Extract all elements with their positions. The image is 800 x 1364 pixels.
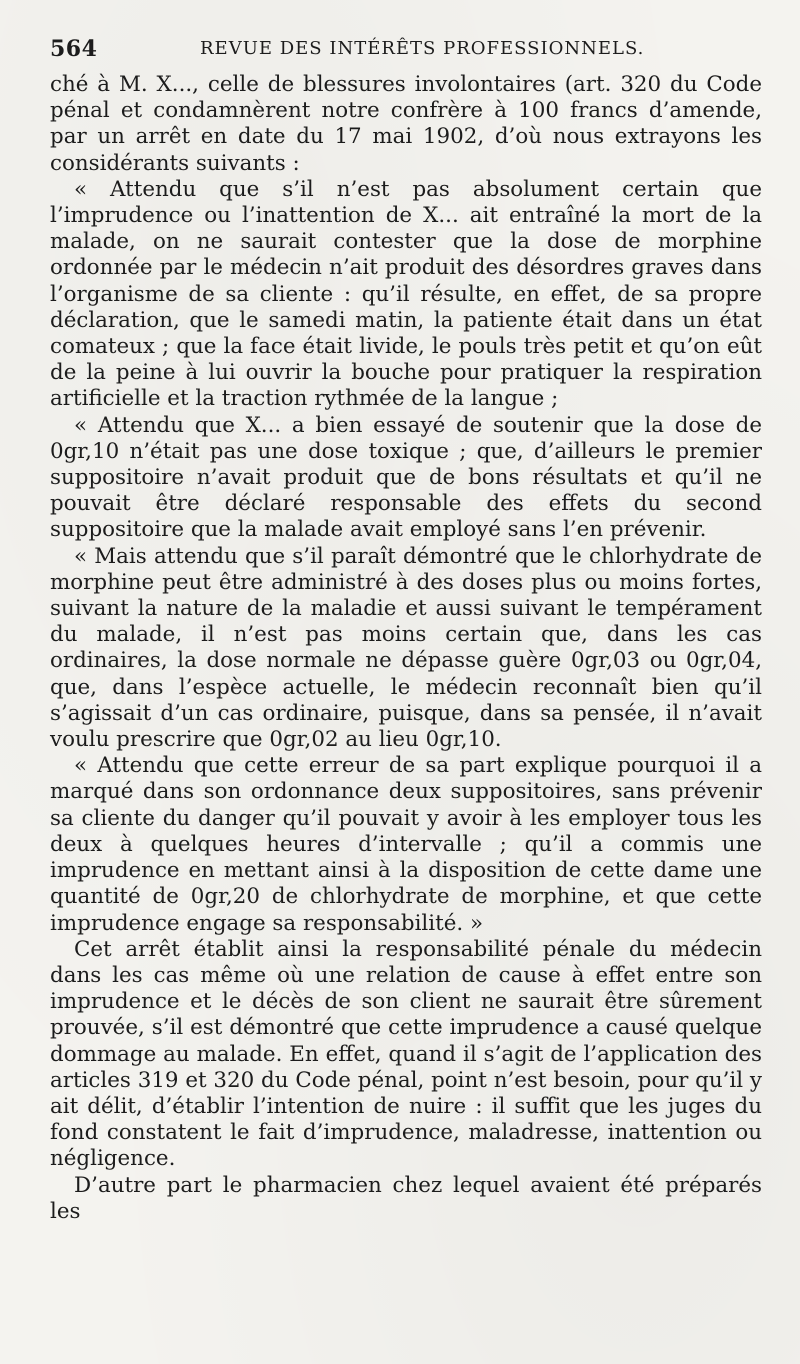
page-number: 564 bbox=[50, 36, 98, 62]
paragraph: « Mais attendu que s’il paraît démontré que le chlorhydrate de morphine peut être administré à des doses plus ou moins fortes, suivant la nature de la maladie et aussi suivant le tempérament du malade, il n’est pas moins certain que, dans les cas ordinaires, la dose normale ne dépasse guère 0gr,03 ou 0gr,04, que, dans l’espèce actuelle, le médecin reconnaît bien qu’il s’agissait d’un cas ordinaire, puisque, dans sa pensée, il n’avait voulu prescrire que 0gr,02 au lieu 0gr,10. bbox=[50, 543, 762, 753]
paragraph: ché à M. X..., celle de blessures involontaires (art. 320 du Code pénal et condamnèrent notre confrère à 100 francs d’amende, par un arrêt en date du 17 mai 1902, d’où nous extrayons les considérants suivants : bbox=[50, 72, 762, 176]
paragraph: Cet arrêt établit ainsi la responsabilité pénale du médecin dans les cas même où une relation de cause à effet entre son imprudence et le décès de son client ne saurait être sûrement prouvée, s’il est démontré que cette imprudence a causé quelque dommage au malade. En effet, quand il s’agit de l’application des articles 319 et 320 du Code pénal, point n’est besoin, pour qu’il y ait délit, d’établir l’intention de nuire : il suffit que les juges du fond constatent le fait d’imprudence, maladresse, inattention ou négligence. bbox=[50, 936, 762, 1172]
body-text bbox=[50, 72, 762, 1225]
paragraph: « Attendu que X... a bien essayé de soutenir que la dose de 0gr,10 n’était pas une dose toxique ; que, d’ailleurs le premier suppositoire n’avait produit que de bons résultats et qu’il ne pouvait être déclaré responsable des effets du second suppositoire que la malade avait employé sans l’en prévenir. bbox=[50, 412, 762, 543]
running-head: REVUE DES INTÉRÊTS PROFESSIONNELS. bbox=[200, 38, 645, 59]
page-header bbox=[50, 32, 762, 66]
paragraph: D’autre part le pharmacien chez lequel avaient été préparés les bbox=[50, 1172, 762, 1224]
paragraph: « Attendu que cette erreur de sa part explique pourquoi il a marqué dans son ordonnance deux suppositoires, sans prévenir sa cliente du danger qu’il pouvait y avoir à les employer tous les deux à quelques heures d’intervalle ; qu’il a commis une imprudence en mettant ainsi à la disposition de cette dame une quantité de 0gr,20 de chlorhydrate de morphine, et que cette imprudence engage sa responsabilité. » bbox=[50, 753, 762, 936]
paragraph: « Attendu que s’il n’est pas absolument certain que l’imprudence ou l’inattention de X... ait entraîné la mort de la malade, on ne saurait contester que la dose de morphine ordonnée par le médecin n’ait produit des désordres graves dans l’organisme de sa cliente : qu’il résulte, en effet, de sa propre déclaration, que le samedi matin, la patiente était dans un état comateux ; que la face était livide, le pouls très petit et qu’on eût de la peine à lui ouvrir la bouche pour pratiquer la respiration artificielle et la traction rythmée de la langue ; bbox=[50, 176, 762, 412]
